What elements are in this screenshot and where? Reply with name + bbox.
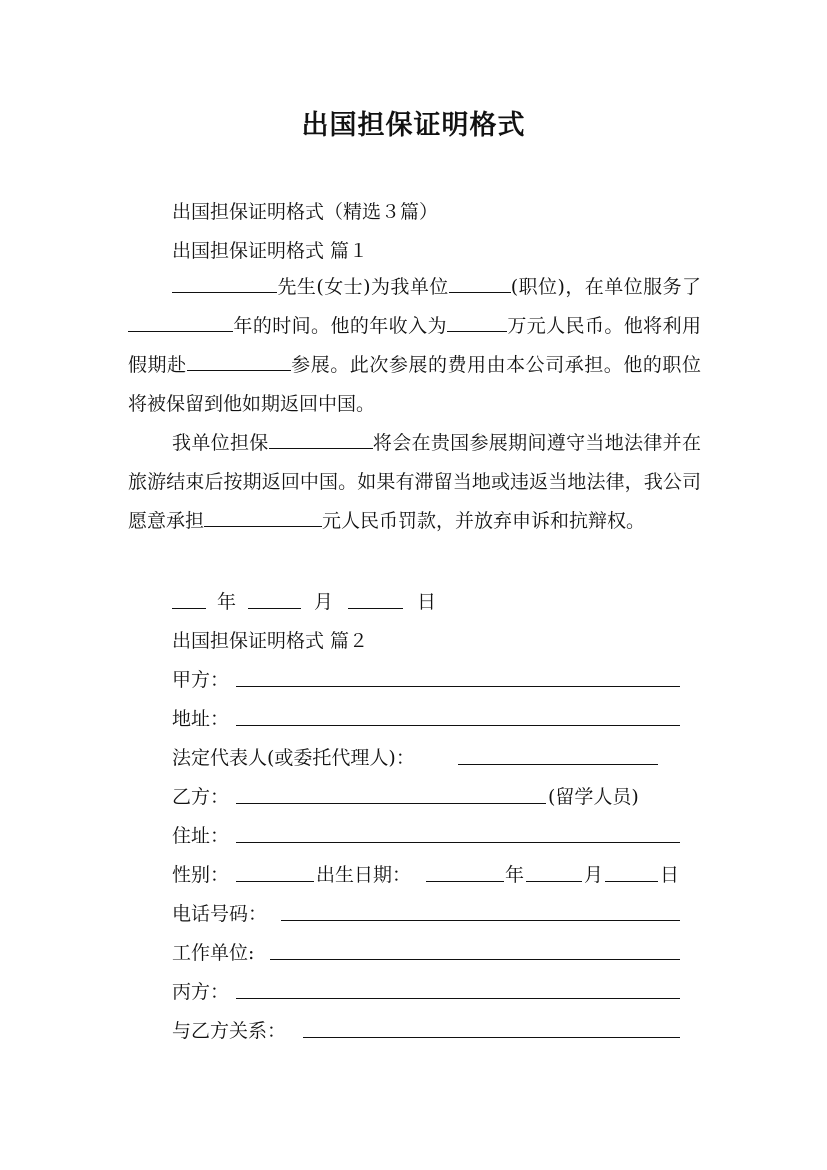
section2-heading: 出国担保证明格式 篇２	[172, 630, 369, 652]
party-a-blank	[236, 686, 680, 687]
residence-label: 住址：	[172, 825, 230, 847]
relation-blank	[303, 1037, 680, 1038]
birth-year-label: 年	[505, 864, 525, 886]
party-c-label: 丙方：	[172, 981, 230, 1003]
birth-month-label: 月	[584, 864, 604, 886]
para2-part-c: 元人民币罚款，并放弃申诉和抗辩权。	[322, 510, 646, 532]
legal-rep-label: 法定代表人(或委托代理人)：	[172, 747, 415, 769]
income-blank	[447, 313, 507, 332]
date-year-blank	[172, 608, 206, 609]
guarantee-name-blank	[269, 430, 373, 449]
position-blank	[449, 274, 511, 293]
address-label: 地址：	[172, 708, 230, 730]
party-c-blank	[236, 998, 680, 999]
party-b-note: (留学人员)	[548, 786, 639, 808]
party-b-blank	[236, 803, 546, 804]
paragraph-1	[128, 268, 701, 424]
birth-date-label: 出生日期：	[316, 864, 412, 886]
employer-label: 工作单位:	[172, 942, 255, 964]
para2-part-a: 我单位担保	[172, 432, 269, 454]
phone-blank	[281, 920, 680, 921]
employer-blank	[270, 959, 680, 960]
para1-part-d: 万元人民币。他将利用假期赴	[128, 315, 701, 376]
party-b-label: 乙方：	[172, 786, 230, 808]
document-subtitle: 出国担保证明格式（精选３篇）	[172, 201, 439, 223]
gender-label: 性别：	[172, 864, 230, 886]
legal-rep-blank	[458, 764, 658, 765]
date-day-label: 日	[417, 591, 437, 613]
para1-part-e: 参展。此次参展的费用由本公司承担。他的职位将被保留到他如期返回中国。	[128, 354, 701, 415]
date-day-blank	[348, 608, 403, 609]
address-blank	[236, 725, 680, 726]
name-blank	[172, 274, 277, 293]
destination-blank	[187, 352, 291, 371]
para1-part-b: (职位)，在单位服务了	[510, 276, 702, 298]
paragraph-2	[128, 424, 701, 541]
birth-day-blank	[605, 881, 658, 882]
fine-amount-blank	[204, 508, 322, 527]
birth-day-label: 日	[660, 864, 680, 886]
date-month-blank	[248, 608, 301, 609]
section1-heading: 出国担保证明格式 篇１	[172, 240, 369, 262]
party-a-label: 甲方：	[172, 669, 230, 691]
residence-blank	[236, 842, 680, 843]
birth-month-blank	[526, 881, 582, 882]
date-month-label: 月	[314, 591, 334, 613]
para1-part-a: 先生(女士)为我单位	[277, 276, 449, 298]
years-blank	[128, 313, 233, 332]
relation-label: 与乙方关系：	[172, 1020, 287, 1042]
document-title: 出国担保证明格式	[301, 110, 526, 141]
para2-part-b: 将会在贵国参展期间遵守当地法律并在旅游结束后按期返回中国。如果有滞留当地或违返当地法律，我公司愿意承担	[128, 432, 701, 532]
para1-part-c: 年的时间。他的年收入为	[233, 315, 447, 337]
birth-year-blank	[426, 881, 504, 882]
phone-label: 电话号码：	[172, 903, 268, 925]
date-year-label: 年	[217, 591, 237, 613]
gender-blank	[236, 881, 314, 882]
